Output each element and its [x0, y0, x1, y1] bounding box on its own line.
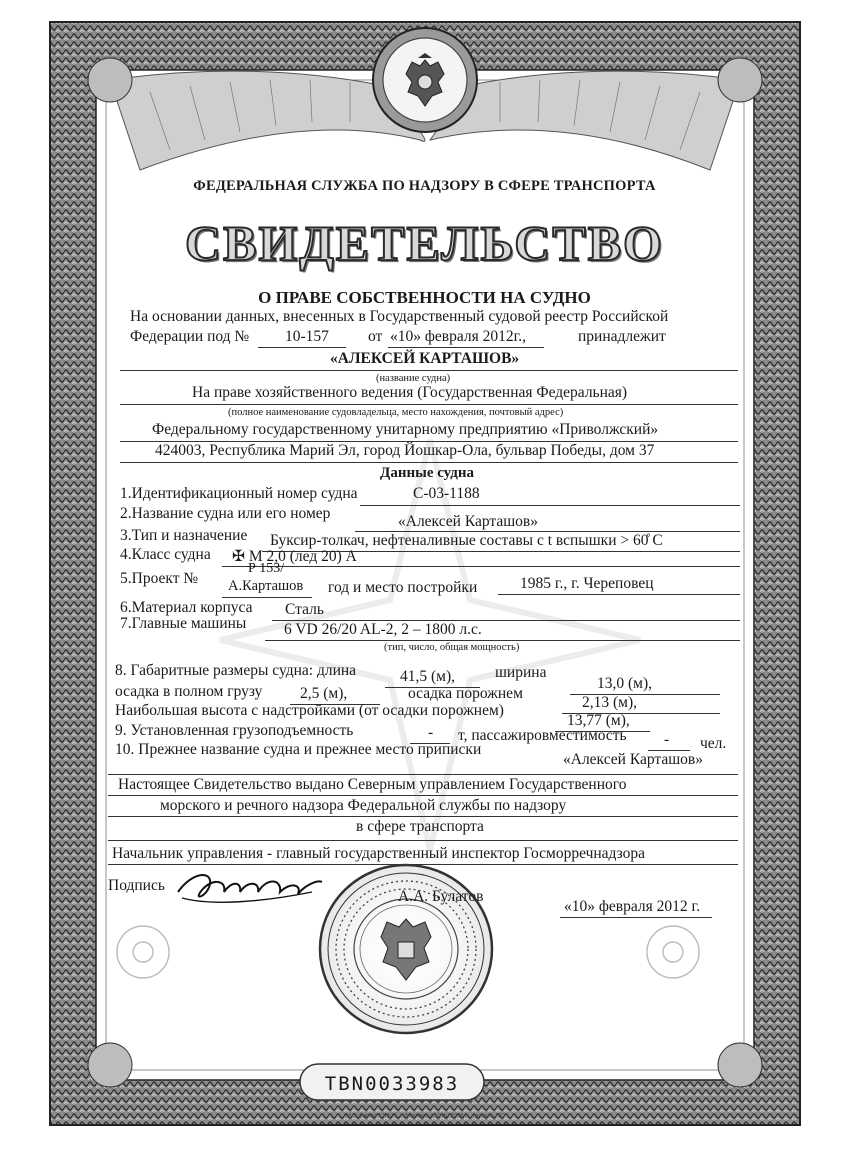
passenger-label: т, пассажировместимость — [458, 727, 627, 744]
previous-name-value: «Алексей Карташов» — [563, 751, 703, 768]
hull-value: Сталь — [285, 601, 324, 618]
hull-label: 6.Материал корпуса — [120, 599, 253, 616]
length-value: 41,5 (м), — [400, 668, 456, 685]
capacity-label: 9. Установленная грузоподъемность — [115, 722, 354, 739]
signatory-name: А.А. Булатов — [398, 888, 484, 905]
owner-line-3: 424003, Республика Марий Эл, город Йошкар-Ола, бульвар Победы, дом 37 — [155, 442, 655, 459]
handwritten-signature — [172, 862, 332, 912]
vessel-name: «АЛЕКСЕЙ КАРТАШОВ» — [330, 350, 520, 367]
height-value: 13,77 (м), — [567, 712, 630, 729]
belongs-word: принадлежит — [578, 328, 666, 345]
intro-line-1: На основании данных, внесенных в Государственный судовой реестр Российской — [130, 308, 669, 325]
draft-full-label: осадка в полном грузу — [115, 683, 263, 700]
type-value: Буксир-толкач, нефтеналивные составы с t вспышки > 60̊ С — [270, 532, 663, 549]
name-value: «Алексей Карташов» — [398, 513, 538, 530]
signature-date: «10» февраля 2012 г. — [564, 898, 700, 915]
build-label: год и место постройки — [328, 579, 478, 596]
project-value-2: А.Карташов — [228, 578, 304, 594]
intro-line-2-prefix: Федерации под № — [130, 328, 250, 345]
engines-caption: (тип, число, общая мощность) — [384, 642, 520, 653]
vessel-data-heading: Данные судна — [380, 465, 474, 481]
height-label: Наибольшая высота с надстройками (от осадки порожнем) — [115, 702, 504, 719]
passenger-unit: чел. — [700, 735, 727, 752]
name-label: 2.Название судна или его номер — [120, 505, 331, 522]
document-subtitle: О ПРАВЕ СОБСТВЕННОСТИ НА СУДНО — [258, 288, 591, 307]
document-title: СВИДЕТЕЛЬСТВО — [185, 215, 664, 271]
id-label: 1.Идентификационный номер судна — [120, 485, 358, 502]
capacity-value: - — [428, 724, 434, 741]
issued-line-1: Настоящее Свидетельство выдано Северным управлением Государственного — [118, 776, 627, 793]
type-label: 3.Тип и назначение — [120, 527, 248, 544]
vessel-name-caption: (название судна) — [376, 373, 451, 384]
id-value: С-03-1188 — [413, 485, 480, 502]
issued-line-3: в сфере транспорта — [356, 818, 484, 835]
owner-caption: (полное наименование судовладельца, место нахождения, почтовый адрес) — [228, 407, 564, 418]
agency-heading: ФЕДЕРАЛЬНАЯ СЛУЖБА ПО НАДЗОРУ В СФЕРЕ ТРАНСПОРТА — [193, 178, 656, 194]
from-word: от — [368, 328, 383, 345]
width-label: ширина — [495, 664, 547, 681]
coat-of-arms-icon — [398, 52, 452, 110]
engines-label: 7.Главные машины — [120, 615, 247, 632]
width-value: 13,0 (м), — [597, 675, 653, 692]
owner-line-2: Федеральному государственному унитарному предприятию «Приволжский» — [152, 421, 659, 438]
signature-label: Подпись — [108, 877, 165, 894]
dimensions-label: 8. Габаритные размеры судна: длина — [115, 662, 357, 679]
owner-line-1: На праве хозяйственного ведения (Государственная Федеральная) — [192, 384, 628, 401]
project-value-1: Р 153/ — [248, 561, 285, 576]
registry-number: 10-157 — [285, 328, 329, 345]
registry-date: «10» февраля 2012г., — [390, 328, 526, 345]
printer-imprint: ЗАО фирма "ЭНО", г. Москва, л.1016, 2008 г., уровень "Б" — [344, 1112, 505, 1119]
project-label: 5.Проект № — [120, 570, 199, 587]
serial-number: ТВN0033983 — [324, 1073, 460, 1095]
engines-value: 6 VD 26/20 AL-2, 2 – 1800 л.с. — [284, 621, 482, 638]
official-position: Начальник управления - главный государственный инспектор Госморречнадзора — [112, 845, 646, 862]
passenger-value: - — [664, 731, 670, 748]
draft-full-value: 2,5 (м), — [300, 685, 348, 702]
issued-line-2: морского и речного надзора Федеральной службы по надзору — [160, 797, 567, 814]
build-value: 1985 г., г. Череповец — [520, 575, 654, 592]
previous-name-label: 10. Прежнее название судна и прежнее место приписки — [115, 741, 482, 758]
draft-empty-value: 2,13 (м), — [582, 694, 638, 711]
class-value: ✠ М 2,0 (лед 20) А — [232, 548, 357, 565]
draft-empty-label: осадка порожнем — [408, 685, 523, 702]
class-label: 4.Класс судна — [120, 546, 211, 563]
